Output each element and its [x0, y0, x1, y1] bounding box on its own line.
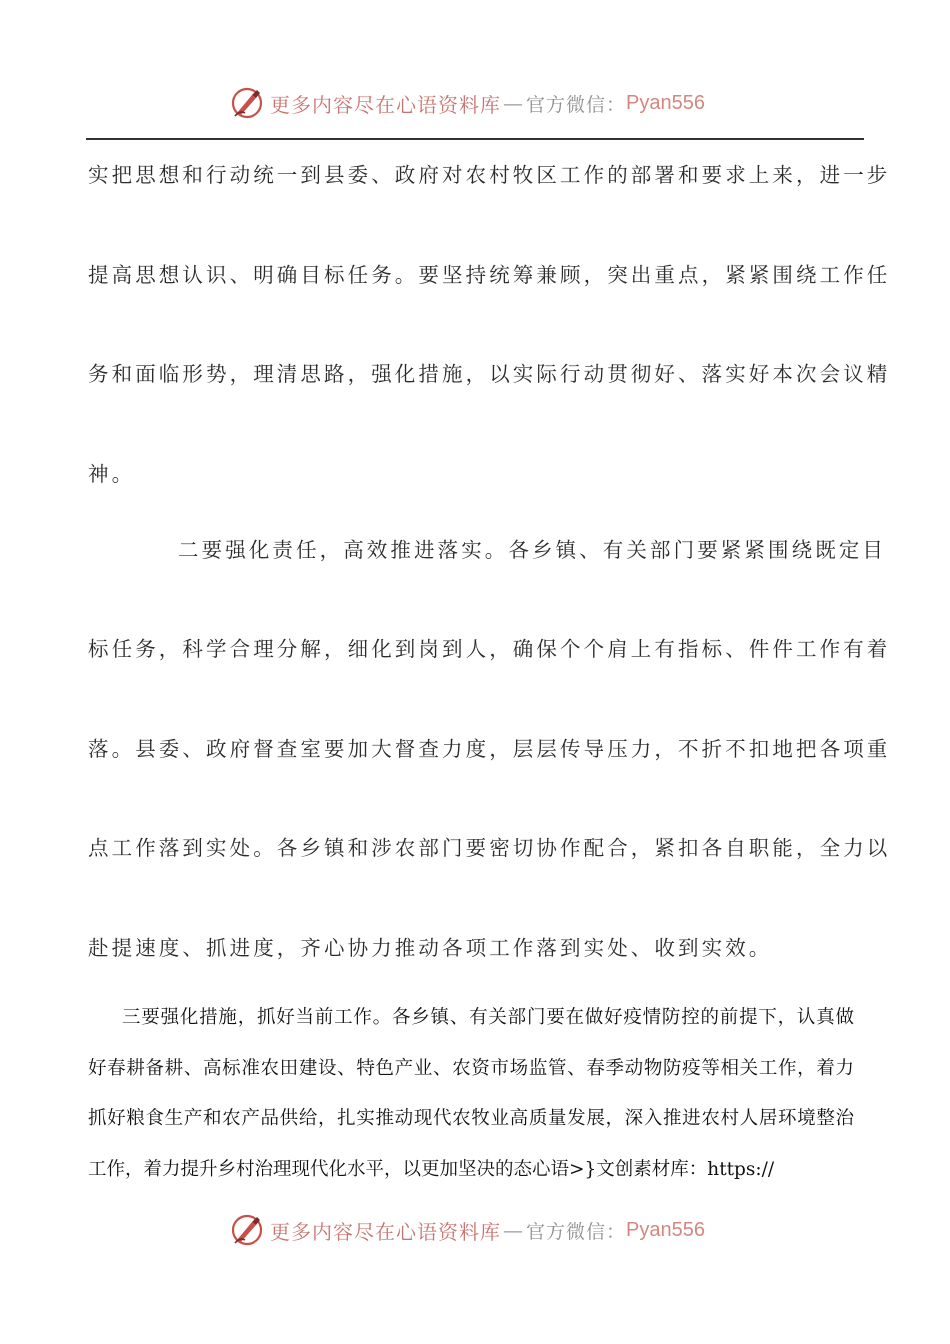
body-line-4: 神。	[88, 462, 136, 486]
body-line-7: 落。县委、政府督查室要加大督查力度，层层传导压力，不折不扣地把各项重	[88, 737, 891, 761]
pen-logo-icon	[230, 1213, 264, 1247]
compact-line-4: 工作，着力提升乡村治理现代化水平，以更加坚决的态心语>}文创素材库：https://	[88, 1158, 775, 1180]
body-line-3: 务和面临形势，理清思路，强化措施，以实际行动贯彻好、落实好本次会议精	[88, 362, 891, 386]
body-line-1: 实把思想和行动统一到县委、政府对农村牧区工作的部署和要求上来，进一步	[88, 163, 891, 187]
footer-banner	[0, 1210, 950, 1250]
banner-wechat-label: 官方微信：	[526, 93, 627, 116]
compact-line-3: 抓好粮食生产和农产品供给，扎实推动现代农牧业高质量发展，深入推进农村人居环境整治	[88, 1108, 854, 1129]
body-line-6: 标任务，科学合理分解，细化到岗到人，确保个个肩上有指标、件件工作有着	[88, 637, 891, 661]
banner-brand-text: 更多内容尽在心语资料库	[270, 92, 501, 117]
banner-separator: —	[503, 91, 524, 115]
body-line-9: 赴提速度、抓进度，齐心协力推动各项工作落到实处、收到实效。	[88, 936, 773, 960]
body-line-2: 提高思想认识、明确目标任务。要坚持统筹兼顾，突出重点，紧紧围绕工作任	[88, 263, 891, 287]
footer-wechat-id: Pyan556	[626, 1218, 705, 1241]
compact-line-1: 三要强化措施，抓好当前工作。各乡镇、有关部门要在做好疫情防控的前提下，认真做	[122, 1007, 854, 1028]
banner-wechat-id: Pyan556	[626, 91, 705, 114]
pen-logo-icon	[230, 86, 264, 120]
header-divider	[86, 138, 864, 140]
footer-brand-text: 更多内容尽在心语资料库	[270, 1219, 501, 1244]
header-banner	[0, 83, 950, 123]
body-line-5: 二要强化责任，高效推进落实。各乡镇、有关部门要紧紧围绕既定目	[178, 538, 886, 562]
footer-separator: —	[503, 1218, 524, 1242]
compact-paragraph	[88, 993, 854, 1195]
compact-line-2: 好春耕备耕、高标准农田建设、特色产业、农资市场监管、春季动物防疫等相关工作，着力	[88, 1057, 854, 1079]
body-line-8: 点工作落到实处。各乡镇和涉农部门要密切协作配合，紧扣各自职能，全力以	[88, 836, 891, 860]
footer-wechat-label: 官方微信：	[526, 1220, 627, 1243]
